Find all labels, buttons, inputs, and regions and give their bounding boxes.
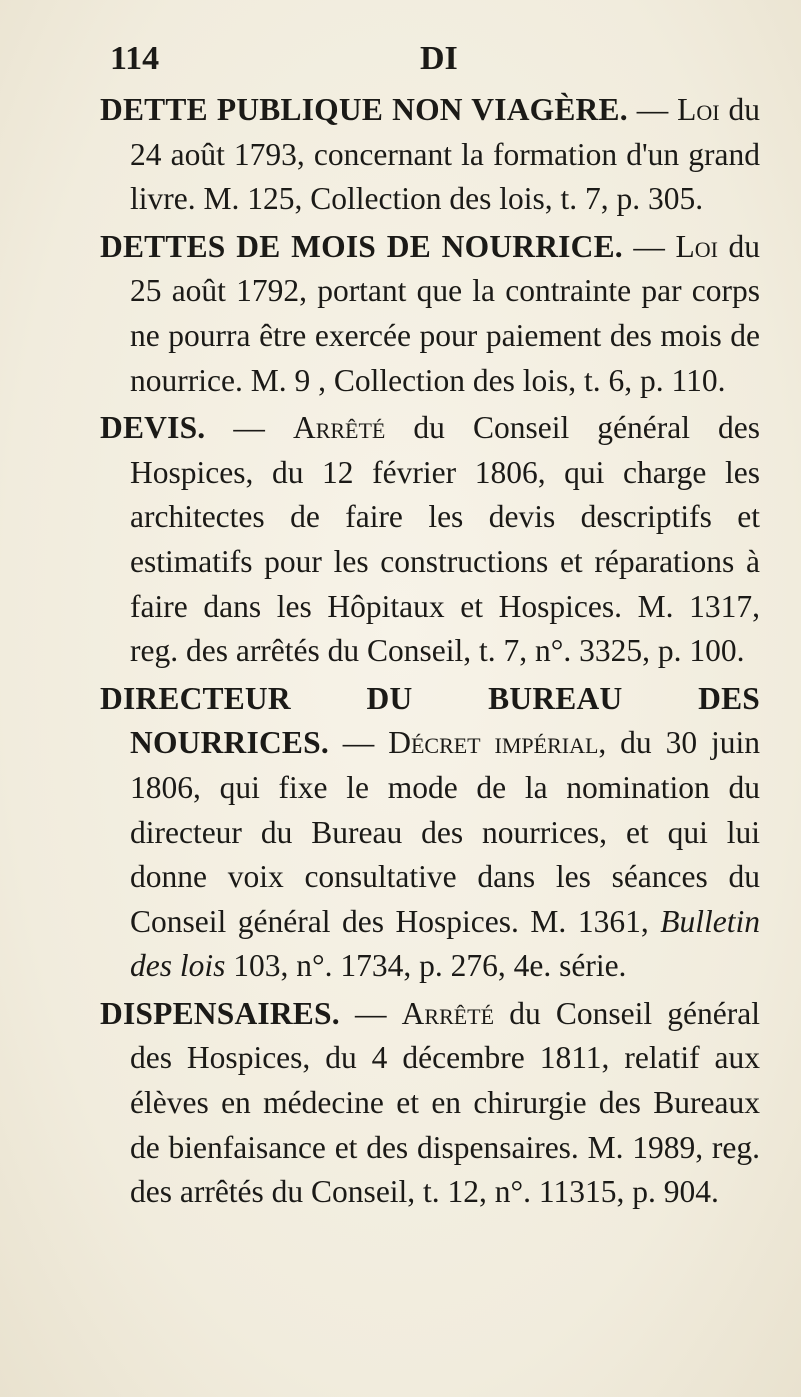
entry-title: DISPENSAIRES. <box>100 995 340 1031</box>
entry-act-type: Arrêté <box>401 995 495 1031</box>
entry-text: du Conseil général des Hospices, du 4 décembre 1811, relatif aux élèves en médecine et en chirurgie des Bureaux de bienfaisance et des dispensaires. M. 1989, reg. des arrêtés du Conseil, t. 12, n°. 11315, p. 904. <box>130 995 760 1210</box>
entry-text: du Conseil général des Hospices, du 12 février 1806, qui charge les architectes de faire les devis descriptifs et estimatifs pour les constructions et réparations à faire dans les Hôpitaux et Hospices. M. 1317, reg. des arrêtés du Conseil, t. 7, n°. 3325, p. 100. <box>130 410 760 669</box>
entry-title: DETTE PUBLIQUE NON VIAGÈRE. <box>100 92 628 127</box>
entry-dash: — <box>328 725 389 761</box>
running-head <box>110 40 750 90</box>
entry-dette-publique <box>100 88 760 222</box>
entry-dash: — <box>339 995 402 1031</box>
page-number: 114 <box>110 40 160 77</box>
entry-devis <box>100 406 760 674</box>
entry-dash: — <box>205 410 293 446</box>
entry-dash: — <box>622 228 676 264</box>
entry-dash: — <box>627 92 678 127</box>
entry-act-type: Décret impérial <box>388 725 599 761</box>
entry-text: du 24 août 1793, concernant la formation d'un grand livre. M. 125, Collection des lois, t. 7, p. 305. <box>130 92 761 217</box>
index-entries <box>100 88 760 1218</box>
entry-act-type: Arrêté <box>292 410 386 446</box>
entry-title: DIRECTEUR DU BUREAU DES NOURRICES. <box>100 680 760 761</box>
entry-act-type: Loi <box>675 228 718 264</box>
entry-act-type: Loi <box>677 92 720 127</box>
entry-directeur-bureau <box>100 677 760 989</box>
entry-text: du 25 août 1792, portant que la contrainte par corps ne pourra être exercée pour paiement des mois de nourrice. M. 9 , Collection des lois, t. 6, p. 110. <box>130 228 761 398</box>
entry-italic-source: Bulletin des lois <box>130 903 760 984</box>
entry-title: DETTES DE MOIS DE NOURRICE. <box>100 228 623 264</box>
entry-dettes-nourrice <box>100 225 760 403</box>
running-head-word: DI <box>420 40 458 77</box>
entry-dispensaires <box>100 992 760 1215</box>
entry-text-after: 103, n°. 1734, p. 276, 4e. série. <box>225 948 627 984</box>
entry-text: , du 30 juin 1806, qui fixe le mode de la nomination du directeur du Bureau des nourrices, et qui lui donne voix consultative dans les séances du Conseil général des Hospices. M. 1361, <box>130 725 760 939</box>
entry-title: DEVIS. <box>100 410 206 446</box>
